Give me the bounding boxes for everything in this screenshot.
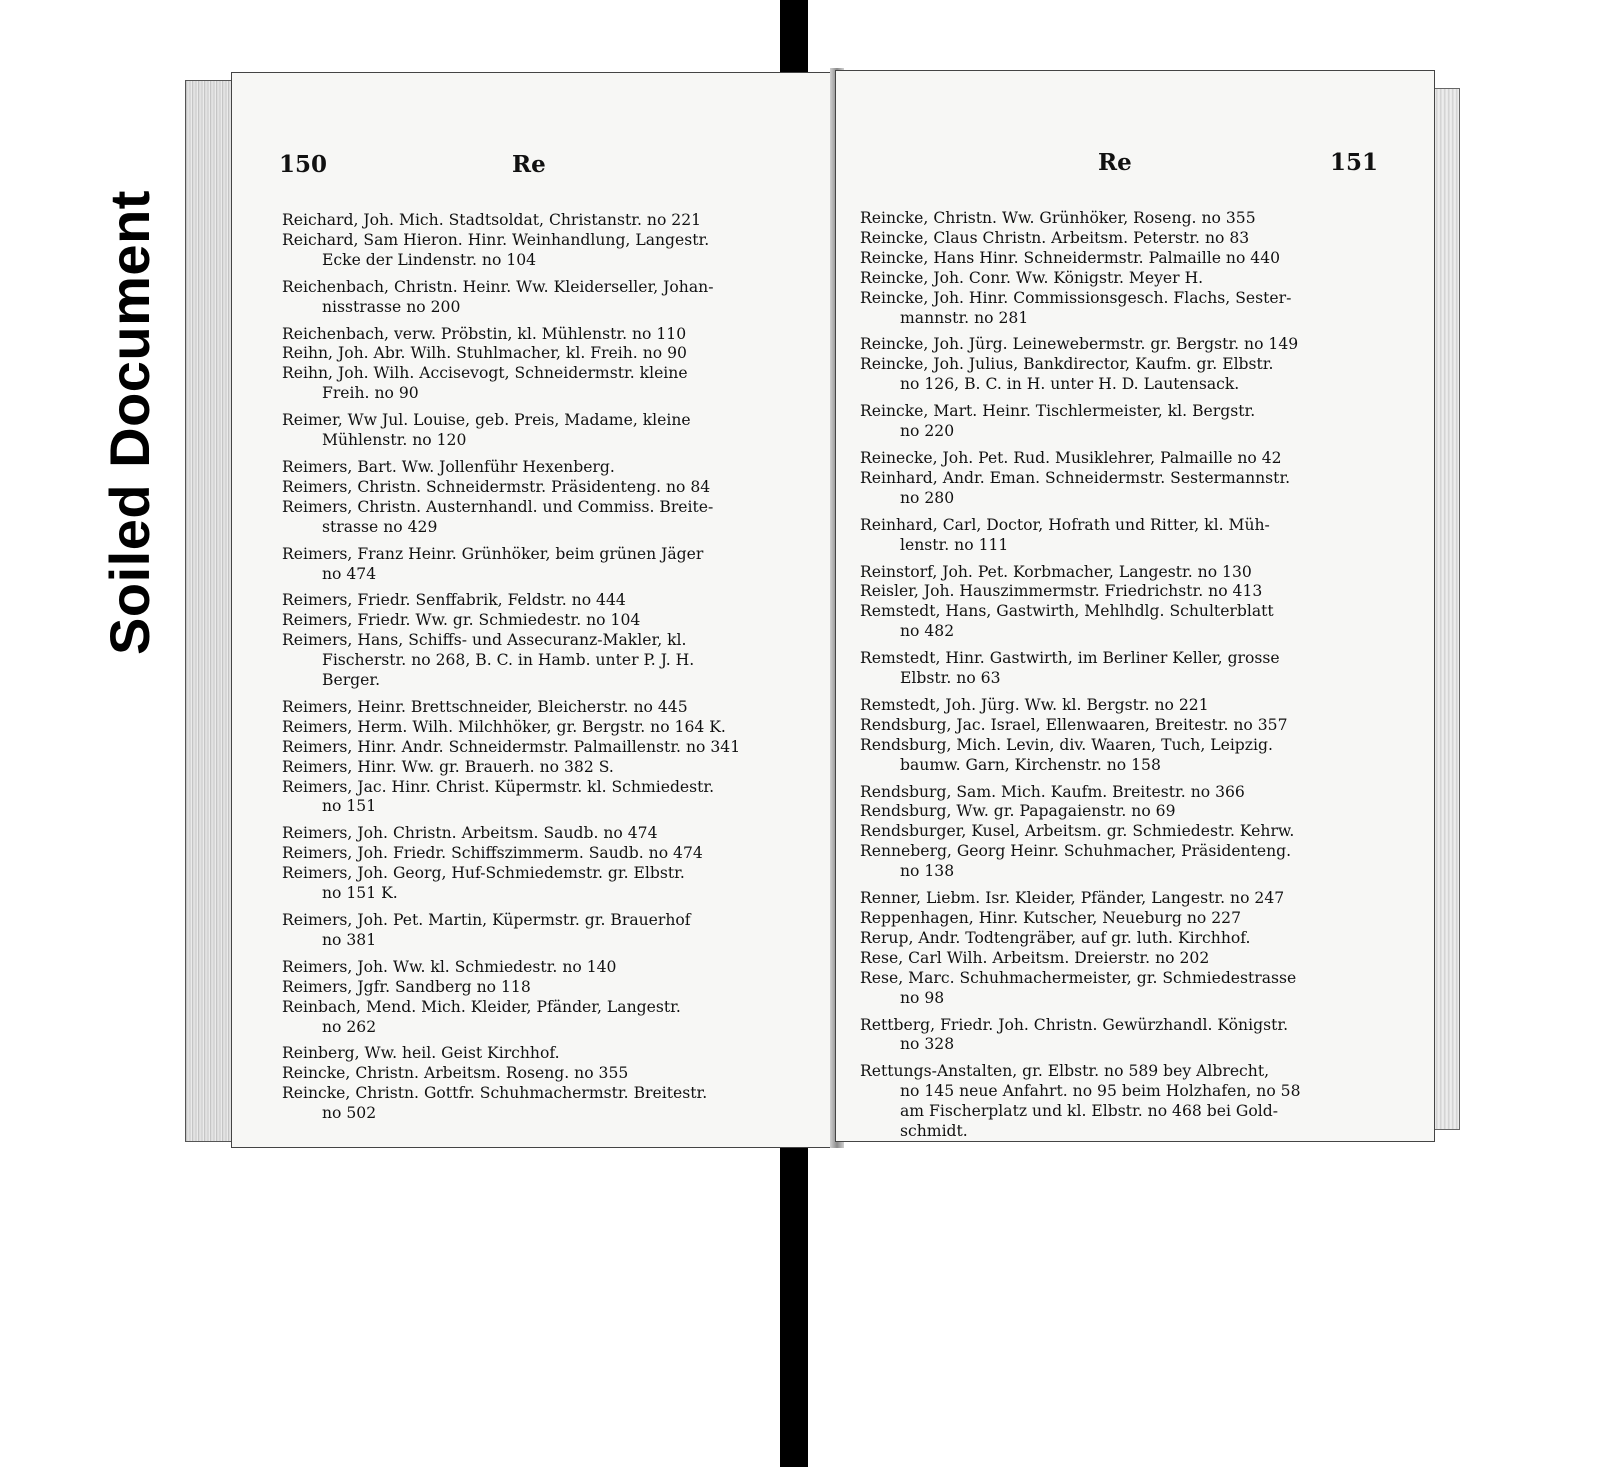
entry-continuation-line: no 482 [900,622,955,641]
entry-line: Reincke, Claus Christn. Arbeitsm. Peterstr. no 83 [860,228,1250,247]
entry-line: Reimers, Hinr. Andr. Schneidermstr. Palmaillenstr. no 341 [282,737,741,756]
left-page [231,72,841,1148]
entry-continuation-line: schmidt. [900,1122,968,1141]
left-page-number: 150 [279,151,328,178]
directory-entry [282,718,812,738]
entry-line: Reincke, Joh. Jürg. Leinewebermstr. gr. Bergstr. no 149 [860,335,1299,354]
directory-entry [282,631,812,691]
entry-line: Rendsburg, Sam. Mich. Kaufm. Breitestr. no 366 [860,782,1245,801]
page-edges-right [1432,88,1460,1130]
left-page-header [232,151,840,185]
entry-continuation-line: no 145 neue Anfahrt. no 95 beim Holzhafen, no 58 [900,1082,1301,1101]
directory-entry [282,698,812,718]
entry-continuation-line: no 280 [900,488,955,507]
directory-entry [860,969,1405,1009]
directory-entry [860,842,1405,882]
directory-entry [860,449,1405,469]
entry-line: Reincke, Christn. Ww. Grünhöker, Roseng. no 355 [860,209,1256,227]
entry-continuation-line: baumw. Garn, Kirchenstr. no 158 [900,755,1161,774]
entry-line: Remstedt, Hans, Gastwirth, Mehlhdlg. Schulterblatt [860,602,1274,621]
entry-continuation-line: no 98 [900,988,945,1007]
directory-entry [282,278,812,318]
entry-line: Reihn, Joh. Wilh. Accisevogt, Schneidermstr. kleine [282,364,688,383]
right-page-number: 151 [1329,149,1378,176]
directory-entry [860,209,1405,229]
entry-line: Reimers, Christn. Schneidermstr. Präsidenteng. no 84 [282,477,711,496]
entry-continuation-line: Freih. no 90 [322,384,419,403]
entry-line: Rendsburg, Mich. Levin, div. Waaren, Tuch, Leipzig. [860,735,1273,754]
entry-line: Rerup, Andr. Todtengräber, auf gr. luth. Kirchhof. [860,928,1251,947]
directory-entry [282,1064,812,1084]
entry-line: Remstedt, Joh. Jürg. Ww. kl. Bergstr. no 221 [860,695,1209,714]
soiled-document-stamp [98,170,160,675]
directory-entry [860,269,1405,289]
directory-entry [860,289,1405,329]
directory-entry [282,958,812,978]
entry-continuation-line: mannstr. no 281 [900,308,1029,327]
entry-line: Rettungs-Anstalten, gr. Elbstr. no 589 bey Albrecht, [860,1062,1270,1081]
entry-continuation-line: Fischerstr. no 268, B. C. in Hamb. unter P. J. H. [322,651,695,670]
directory-entry [860,783,1405,803]
entry-continuation-line: lenstr. no 111 [900,535,1009,554]
directory-entry [282,211,812,231]
entry-line: Reisler, Joh. Hauszimmermstr. Friedrichstr. no 413 [860,582,1263,601]
directory-entry [282,824,812,844]
directory-entry [282,591,812,611]
entry-line: Rendsburger, Kusel, Arbeitsm. gr. Schmiedestr. Kehrw. [860,822,1295,841]
open-book [185,68,1460,1148]
directory-entry [282,231,812,271]
entry-line: Reincke, Mart. Heinr. Tischlermeister, kl. Bergstr. [860,402,1256,421]
entry-line: Reimers, Jac. Hinr. Christ. Küpermstr. kl. Schmiedestr. [282,777,715,796]
entry-line: Reimers, Friedr. Senffabrik, Feldstr. no 444 [282,591,626,610]
entry-continuation-line: Berger. [322,671,381,690]
entry-continuation-line: no 474 [322,564,377,583]
entry-line: Rendsburg, Jac. Israel, Ellenwaaren, Breitestr. no 357 [860,715,1288,734]
directory-entry [282,1044,812,1064]
entry-line: Reimers, Joh. Pet. Martin, Küpermstr. gr. Brauerhof [282,911,691,929]
directory-entry [860,736,1405,776]
directory-entry [282,344,812,364]
directory-entry [860,249,1405,269]
entry-continuation-line: no 381 [322,930,377,949]
entry-line: Reimers, Christn. Austernhandl. und Commiss. Breite- [282,497,714,516]
directory-entry [860,696,1405,716]
directory-entry [282,864,812,904]
entry-line: Reimers, Jgfr. Sandberg no 118 [282,977,531,996]
directory-entry [282,611,812,631]
directory-entry [860,802,1405,822]
entry-line: Reimers, Bart. Ww. Jollenführ Hexenberg. [282,457,615,476]
directory-entry [282,758,812,778]
entry-line: Reimers, Joh. Christn. Arbeitsm. Saudb. no 474 [282,824,658,843]
binding-strip-bottom [780,1128,808,1467]
entry-continuation-line: no 328 [900,1035,955,1054]
entry-line: Reimers, Friedr. Ww. gr. Schmiedestr. no 104 [282,611,641,630]
directory-entry [282,325,812,345]
stamp-label: Soiled Document [97,190,161,655]
entry-continuation-line: nisstrasse no 200 [322,297,461,316]
entry-line: Reincke, Hans Hinr. Schneidermstr. Palmaille no 440 [860,248,1281,267]
entry-line: Reinhard, Carl, Doctor, Hofrath und Ritter, kl. Müh- [860,515,1270,534]
entry-continuation-line: Ecke der Lindenstr. no 104 [322,250,537,269]
directory-entry [860,602,1405,642]
entry-line: Reinbach, Mend. Mich. Kleider, Pfänder, Langestr. [282,997,681,1016]
entry-line: Reincke, Christn. Gottfr. Schuhmachermstr. Breitestr. [282,1084,708,1103]
entry-line: Reimers, Herm. Wilh. Milchhöker, gr. Bergstr. no 164 K. [282,717,726,736]
entry-line: Reimer, Ww Jul. Louise, geb. Preis, Madame, kleine [282,411,691,430]
entry-continuation-line: no 138 [900,862,955,881]
directory-entry [860,402,1405,442]
entry-line: Reichard, Joh. Mich. Stadtsoldat, Christanstr. no 221 [282,211,702,229]
entry-line: Reimers, Joh. Ww. kl. Schmiedestr. no 140 [282,957,617,976]
directory-entry [860,716,1405,736]
entry-line: Reichard, Sam Hieron. Hinr. Weinhandlung, Langestr. [282,230,710,249]
entry-line: Reincke, Christn. Arbeitsm. Roseng. no 355 [282,1064,629,1083]
directory-entry [860,469,1405,509]
directory-entry [282,498,812,538]
entry-continuation-line: no 151 K. [322,884,398,903]
entry-line: Reppenhagen, Hinr. Kutscher, Neueburg no 227 [860,909,1241,927]
entry-line: Rettberg, Friedr. Joh. Christn. Gewürzhandl. Königstr. [860,1015,1289,1034]
directory-entry [282,1084,812,1124]
entry-continuation-line: Elbstr. no 63 [900,669,1001,688]
directory-entry [860,949,1405,969]
right-entries [860,209,1405,1142]
directory-entry [860,1016,1405,1056]
directory-entry [282,411,812,451]
entry-continuation-line: no 262 [322,1017,377,1036]
entry-continuation-line: no 151 [322,797,377,816]
directory-entry [282,364,812,404]
entry-continuation-line: Mühlenstr. no 120 [322,431,467,450]
directory-entry [282,478,812,498]
entry-line: Reinstorf, Joh. Pet. Korbmacher, Langestr. no 130 [860,562,1252,581]
directory-entry [860,889,1405,909]
entry-continuation-line: am Fischerplatz und kl. Elbstr. no 468 bei Gold- [900,1102,1279,1121]
entry-line: Reincke, Joh. Conr. Ww. Königstr. Meyer H. [860,268,1204,287]
left-entries [282,211,812,1124]
directory-entry [282,911,812,951]
directory-entry [860,563,1405,583]
left-running-head: Re [512,151,546,178]
entry-line: Reimers, Franz Heinr. Grünhöker, beim grünen Jäger [282,544,704,563]
directory-entry [282,844,812,864]
directory-entry [860,335,1405,355]
entry-line: Renner, Liebm. Isr. Kleider, Pfänder, Langestr. no 247 [860,889,1285,908]
directory-entry [282,458,812,478]
directory-entry [282,738,812,758]
right-page [835,70,1435,1142]
directory-entry [860,516,1405,556]
directory-entry [282,998,812,1038]
directory-entry [860,822,1405,842]
entry-line: Rese, Marc. Schuhmachermeister, gr. Schmiedestrasse [860,968,1297,987]
entry-continuation-line: no 220 [900,422,955,441]
entry-line: Reimers, Joh. Friedr. Schiffszimmerm. Saudb. no 474 [282,844,703,863]
directory-entry [282,778,812,818]
right-running-head: Re [1098,149,1132,176]
directory-entry [282,545,812,585]
directory-entry [860,909,1405,929]
directory-entry [860,649,1405,689]
right-page-header [836,149,1434,183]
entry-line: Reimers, Heinr. Brettschneider, Bleicherstr. no 445 [282,697,688,716]
entry-line: Remstedt, Hinr. Gastwirth, im Berliner Keller, grosse [860,649,1280,668]
directory-entry [860,355,1405,395]
entry-continuation-line: strasse no 429 [322,517,438,536]
entry-line: Reincke, Joh. Hinr. Commissionsgesch. Flachs, Sester- [860,288,1292,307]
entry-line: Reinberg, Ww. heil. Geist Kirchhof. [282,1044,560,1063]
entry-line: Reinhard, Andr. Eman. Schneidermstr. Sestermannstr. [860,468,1291,487]
entry-continuation-line: no 502 [322,1104,377,1123]
entry-line: Reichenbach, verw. Pröbstin, kl. Mühlenstr. no 110 [282,324,687,343]
directory-entry [282,978,812,998]
entry-line: Reichenbach, Christn. Heinr. Ww. Kleiderseller, Johan- [282,277,714,296]
entry-line: Reincke, Joh. Julius, Bankdirector, Kaufm. gr. Elbstr. [860,355,1274,374]
entry-continuation-line: no 126, B. C. in H. unter H. D. Lautensack. [900,375,1240,394]
entry-line: Reimers, Joh. Georg, Huf-Schmiedemstr. gr. Elbstr. [282,864,685,883]
entry-line: Reimers, Hinr. Ww. gr. Brauerh. no 382 S. [282,757,614,776]
entry-line: Rendsburg, Ww. gr. Papagaienstr. no 69 [860,802,1176,821]
directory-entry [860,1062,1405,1142]
directory-entry [860,582,1405,602]
entry-line: Reihn, Joh. Abr. Wilh. Stuhlmacher, kl. Freih. no 90 [282,344,687,363]
entry-line: Rese, Carl Wilh. Arbeitsm. Dreierstr. no 202 [860,948,1210,967]
entry-line: Renneberg, Georg Heinr. Schuhmacher, Präsidenteng. [860,842,1292,861]
directory-entry [860,929,1405,949]
entry-line: Reinecke, Joh. Pet. Rud. Musiklehrer, Palmaille no 42 [860,448,1282,467]
entry-line: Reimers, Hans, Schiffs- und Assecuranz-Makler, kl. [282,631,687,650]
directory-entry [860,229,1405,249]
